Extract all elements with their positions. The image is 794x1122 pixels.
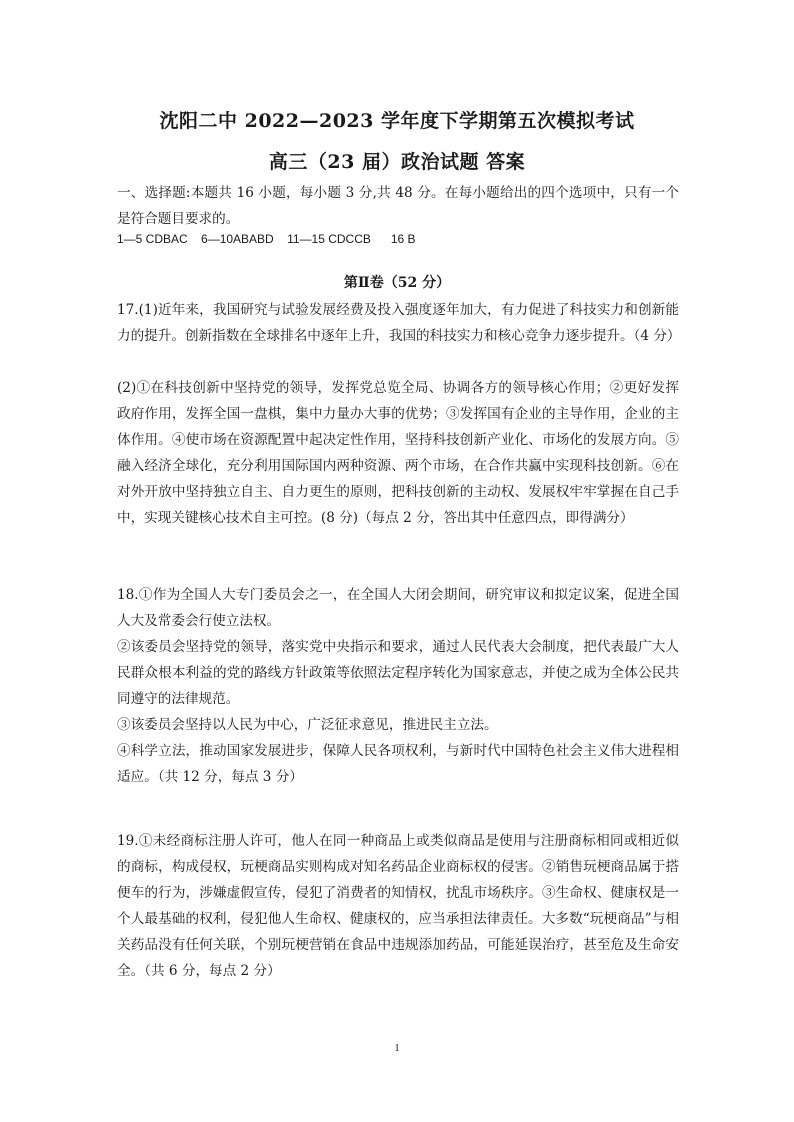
q17-part2: (2)①在科技创新中坚持党的领导，发挥党总览全局、协调各方的领导核心作用；②更好发挥政府作用，发挥全国一盘棋，集中力量办大事的优势；③发挥国有企业的主导作用，企业的主体作用。④使市场在资源配置中起决定性作用，坚持科技创新产业化、市场化的发展方向。⑤融入经济全球化，充分利用国际国内两种资源、两个市场，在合作共赢中实现科技创新。⑥在对外开放中坚持独立自主、自力更生的原则，把科技创新的主动权、发展权牢牢掌握在自己手中，实现关键核心技术自主可控。(8 分)（每点 2 分，答出其中任意四点，即得满分） [117,380,679,526]
part1-intro: 一、选择题:本题共 16 小题，每小题 3 分,共 48 分。在每小题给出的四个选项中，只有一个是符合题目要求的。 [117,185,679,227]
choice-answers: 1—5 CDBAC 6—10ABABD 11—15 CDCCB 16 B [117,232,416,246]
q18-point3: ③该委员会坚持以人民为中心，广泛征求意见，推进民主立法。 [117,717,498,733]
page-number: 1 [394,1042,400,1054]
q19-answer: 19.①未经商标注册人许可，他人在同一种商品上或类似商品是使用与注册商标相同或相近似的商标，构成侵权，玩梗商品实则构成对知名药品企业商标权的侵害。②销售玩梗商品属于搭便车的行为，涉嫌虚假宣传，侵犯了消费者的知情权，扰乱市场秩序。③生命权、健康权是一个人最基础的权利，侵犯他人生命权、健康权的，应当承担法律责任。大多数“玩梗商品”与相关药品没有任何关联，个别玩梗营销在食品中违规添加药品，可能延误治疗，甚至危及生命安全。（共 6 分，每点 2 分） [117,833,679,979]
q18-point2: ②该委员会坚持党的领导，落实党中央指示和要求，通过人民代表大会制度，把代表最广大人民群众根本利益的党的路线方针政策等依照法定程序转化为国家意志，并使之成为全体公民共同遵守的法律规范。 [117,639,679,707]
document-title: 沈阳二中 2022—2023 学年度下学期第五次模拟考试 [159,110,635,132]
document-subtitle: 高三（23 届）政治试题 答案 [268,151,526,173]
part2-title: 第Ⅱ卷（52 分） [343,275,451,291]
q17-part1: 17.(1)近年来，我国研究与试验发展经费及投入强度逐年加大，有力促进了科技实力和创新能力的提升。创新指数在全球排名中逐年上升，我国的科技实力和核心竞争力逐步提升。（4 分） [117,302,681,344]
q18-point1: 18.①作为全国人大专门委员会之一，在全国人大闭会期间，研究审议和拟定议案，促进全国人大及常委会行使立法权。 [117,587,679,629]
q18-point4: ④科学立法，推动国家发展进步，保障人民各项权利，与新时代中国特色社会主义伟大进程相适应。（共 12 分，每点 3 分） [117,743,679,785]
